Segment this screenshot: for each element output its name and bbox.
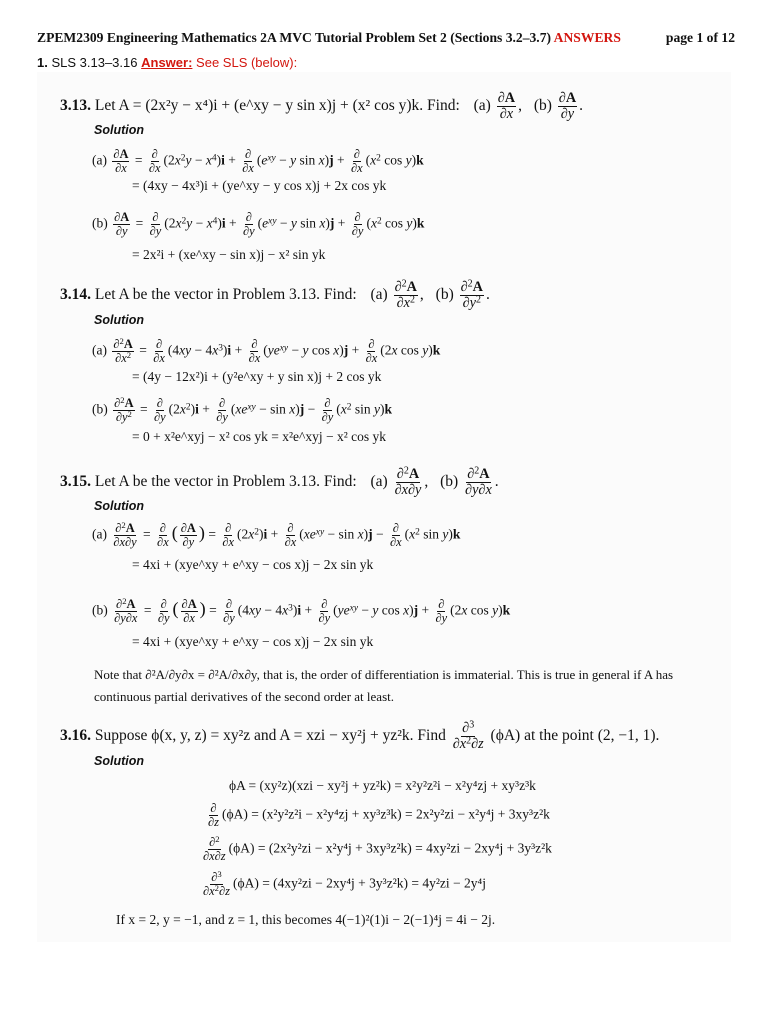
equation-3-16-line4: $\frac{\partial^3}{\partial x^2\partial z}$ (ϕA) = (4xy²zi − 2xy⁴j + 3y³z²k) = 4y²zi − 2y⁴j (203, 869, 486, 899)
solution-label: Solution (94, 313, 144, 327)
line4-text: (ϕA) = (4xy²zi − 2xy⁴j + 3y³z²k) = 4y²zi − 2y⁴j (232, 875, 486, 891)
option-a: (a) (370, 473, 388, 491)
problem-number: 3.16. (60, 727, 91, 745)
header-title: ZPEM2309 Engineering Mathematics 2A MVC Tutorial Problem Set 2 (Sections 3.2–3.7) (37, 30, 552, 45)
problem-number: 3.15. (60, 473, 91, 491)
problem-text: Let A be the vector in Problem 3.13. Find: (94, 286, 357, 304)
note-line-1: Note that ∂²A/∂y∂x = ∂²A/∂x∂y, that is, the order of differentiation is immaterial. This is true in general if A has (94, 667, 674, 682)
line3-text: (ϕA) = (2x²y²zi − x²y⁴j + 3xy³z²k) = 4xy²zi − 2xy⁴j + 3y³z²k (228, 840, 552, 856)
equation-3-16-line3: $\frac{\partial^2}{\partial x\partial z}$ (ϕA) = (2x²y²zi − x²y⁴j + 3xy³z²k) = 4xy²zi − 2xy⁴j + 3y³z²k (203, 834, 552, 864)
problem-number: 3.14. (60, 286, 91, 304)
equation-3-15b: (b) $\frac{\partial^2A}{\partial y\partial x}$ = ∂ ∂y ( $\frac{\partial A}{\partial x}$ ) = ∂ ∂y $(4xy - 4x^3)i$ + ∂ ∂y ($ye^{xy} - y$ cos x)j + ∂ ∂y (2x cos y)k (92, 596, 511, 626)
option-a: (a) (370, 286, 388, 304)
result-3-15b: = 4xi + (xye^xy + e^xy − cos x)j − 2x sin yk (132, 634, 374, 649)
equation-3-15a: (a) $\frac{\partial^2A}{\partial x\partial y}$ = ∂ ∂x ( $\frac{\partial A}{\partial y}$ ) = ∂ ∂x $(2x^2)i$ + ∂ ∂x $(xe^{xy} - \sin x)j$ − ∂ ∂x ($x^2$ sin y)k (92, 520, 461, 550)
answer-label: Answer: (141, 55, 193, 70)
see-sls: See SLS (below): (196, 55, 298, 70)
subheader-number: 1. (37, 55, 48, 70)
problem-3-15: 3.15. Let A be the vector in Problem 3.13. Find: (a) $\frac{\partial^2A}{\partial x\partial y}$ , (b) $\frac{\partial^2A}{\partial y\partial x}$ . (60, 465, 499, 498)
equation-3-13b: (b) $\frac{\partial A}{\partial y}$ = ∂ ∂y $(2x^2y - x^4)i$ + ∂ ∂y ($e^{xy} - y$ sin x)j + ∂ ∂y ($x^2$ cos y)k (92, 210, 425, 239)
page-number: page 1 of 12 (665, 30, 735, 45)
problem-text: Suppose ϕ(x, y, z) = xy²z and A = xzi − xy²j + yz²k. Find (94, 727, 446, 745)
result-3-15a: = 4xi + (xye^xy + e^xy − cos x)j − 2x sin yk (132, 557, 374, 572)
option-b: (b) (435, 286, 454, 304)
result-3-13a: = (4xy − 4x³)i + (ye^xy − y cos x)j + 2x cos yk (132, 178, 387, 193)
subheader (37, 55, 297, 70)
option-b: (b) (440, 473, 459, 491)
problem-number: 3.13. (60, 97, 91, 115)
problem-3-16: 3.16. Suppose ϕ(x, y, z) = xy²z and A = xzi − xy²j + yz²k. Find $\frac{\partial^3}{\partial x^2\partial z}$ (ϕA) at the point (2, −1, 1). (60, 719, 660, 752)
result-3-14b: = 0 + x²e^xyj − x² cos yk = x²e^xyj − x² cos yk (132, 429, 387, 444)
subheader-range: SLS 3.13–3.16 (51, 55, 138, 70)
solution-label: Solution (94, 123, 144, 137)
equation-3-14a: (a) $\frac{\partial^2A}{\partial x^2}$ = ∂ ∂x $(4xy - 4x^3)i$ + ∂ ∂x ($ye^{xy} - y$ cos x)j + ∂ ∂x (2x cos y)k (92, 336, 441, 366)
option-a: (a) (473, 97, 491, 115)
header-answers: ANSWERS (553, 30, 621, 45)
equation-3-14b: (b) $\frac{\partial^2A}{\partial y^2}$ = ∂ ∂y $(2x^2)i$ + ∂ ∂y $(xe^{xy} - \sin x)j$ − ∂ ∂y ($x^2$ sin y)k (92, 395, 393, 425)
problem-text: Let A = (2x²y − x⁴)i + (e^xy − y sin x)j + (x² cos y)k. Find: (94, 97, 460, 115)
equation-3-13a: (a) $\frac{\partial A}{\partial x}$ = ∂ ∂x $(2x^2y - x^4)i$ + ∂ ∂x ($e^{xy} - y$ sin x)j + ∂ ∂x ($x^2$ cos y)k (92, 147, 424, 176)
result-3-14a: = (4y − 12x²)i + (y²e^xy + y sin x)j + 2 cos yk (132, 369, 382, 384)
option-b: (b) (533, 97, 552, 115)
problem-text: Let A be the vector in Problem 3.13. Find: (94, 473, 357, 491)
solution-label: Solution (94, 499, 144, 513)
problem-3-13: 3.13. Let A = (2x²y − x⁴)i + (e^xy − y sin x)j + (x² cos y)k. Find: (a) $\frac{\partial A}{\partial x}$ , (b) $\frac{\partial A}{\partial y}$ . (60, 90, 583, 122)
problem-text-end: (ϕA) at the point (2, −1, 1). (490, 727, 660, 745)
result-3-13b: = 2x²i + (xe^xy − sin x)j − x² sin yk (132, 247, 326, 262)
equation-3-16-line1: ϕA = (xy²z)(xzi − xy²j + yz²k) = x²y²z²i − x²y⁴zj + xy³z³k (229, 778, 536, 793)
solution-label: Solution (94, 754, 144, 768)
equation-3-16-line2: ∂ ∂z (ϕA) = (x²y²z²i − x²y⁴zj + xy³z³k) = 2x²y²zi − x²y⁴j + 3xy³z²k (208, 801, 550, 830)
final-result: If x = 2, y = −1, and z = 1, this becomes 4(−1)²(1)i − 2(−1)⁴j = 4i − 2j. (116, 912, 496, 927)
problem-3-14: 3.14. Let A be the vector in Problem 3.13. Find: (a) $\frac{\partial^2A}{\partial x^2}$ , (b) $\frac{\partial^2A}{\partial y^2}$ . (60, 278, 490, 311)
note-line-2: continuous partial derivatives of the second order at least. (94, 689, 394, 704)
line2-text: (ϕA) = (x²y²z²i − x²y⁴zj + xy³z³k) = 2x²y²zi − x²y⁴j + 3xy³z²k (221, 806, 550, 822)
page-header (37, 30, 737, 46)
